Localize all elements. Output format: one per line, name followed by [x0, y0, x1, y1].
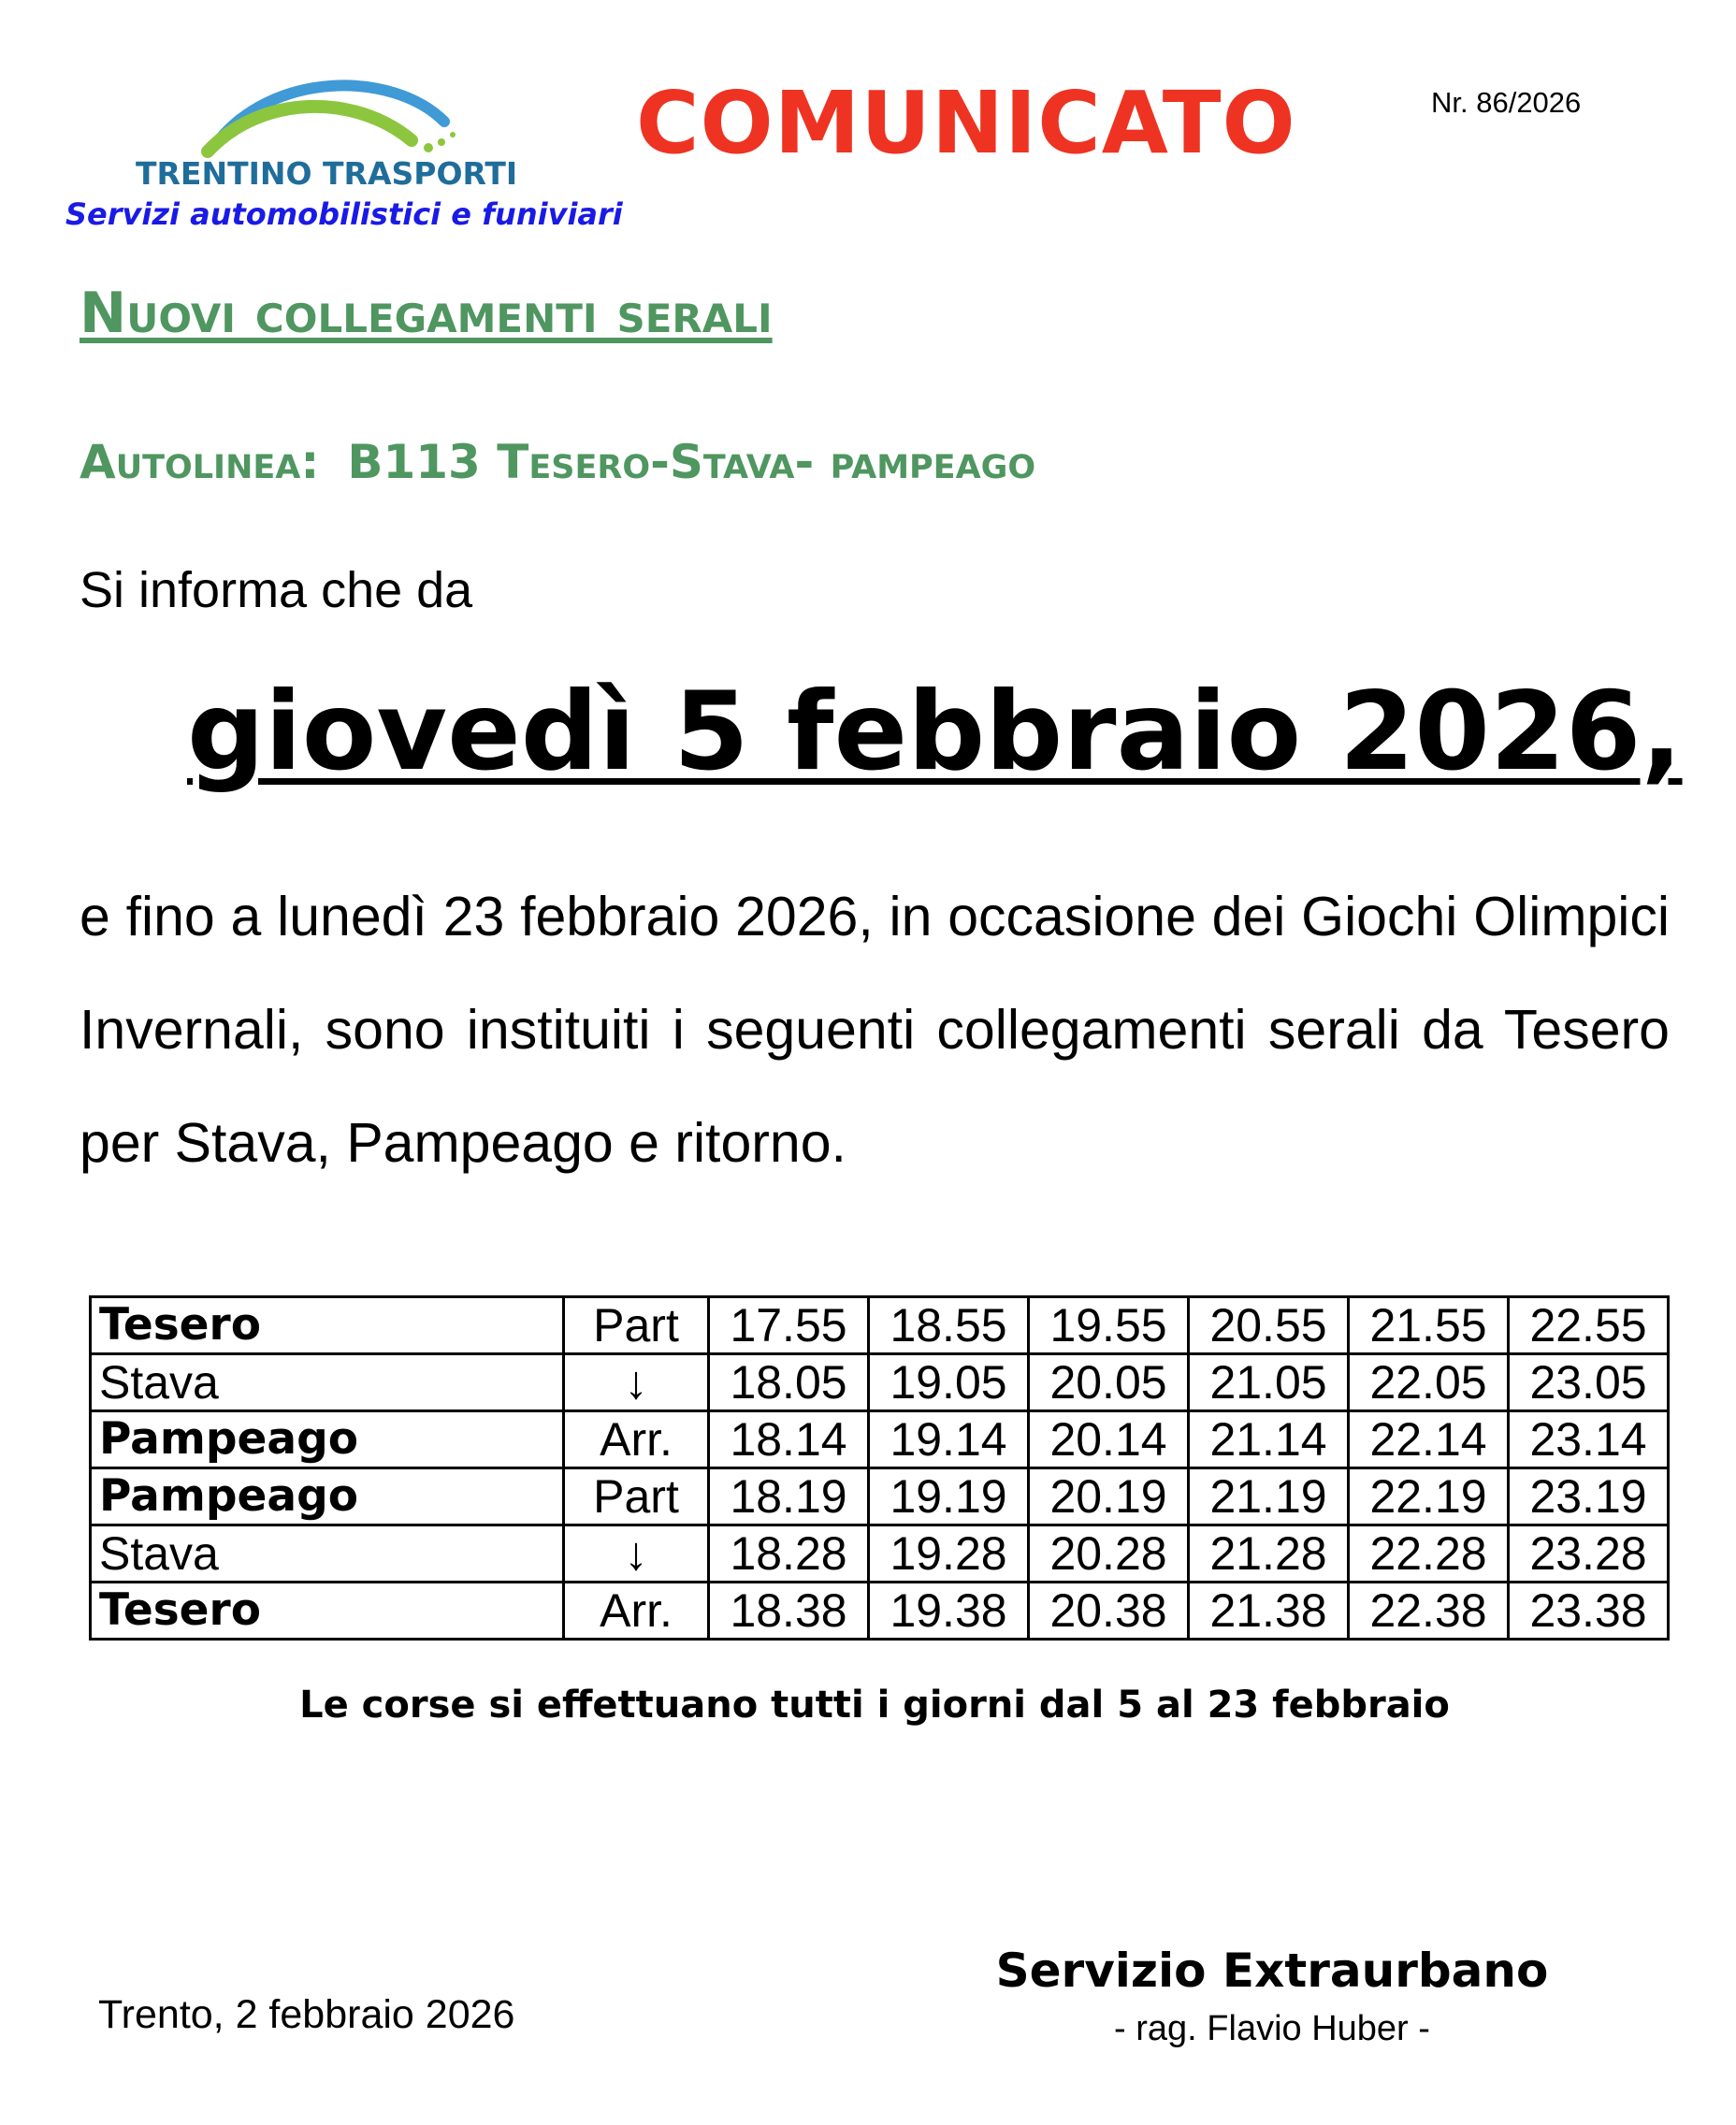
- timetable-time: 22.55: [1509, 1297, 1669, 1354]
- timetable-time: 20.55: [1189, 1297, 1349, 1354]
- timetable-time: 19.05: [869, 1354, 1029, 1411]
- timetable-time: 18.19: [709, 1468, 869, 1525]
- timetable-time: 18.28: [709, 1525, 869, 1583]
- timetable-stop: Stava: [91, 1354, 564, 1411]
- notice-heading: COMUNICATO: [636, 73, 1296, 173]
- logo-tagline: Servizi automobilistici e funiviari: [65, 196, 623, 232]
- timetable-time: 23.28: [1509, 1525, 1669, 1583]
- bus-line-label: Autolinea:: [80, 435, 320, 489]
- signature-block: [935, 1944, 1609, 2049]
- timetable-stop: Tesero: [91, 1583, 564, 1640]
- timetable-time: 22.05: [1349, 1354, 1509, 1411]
- timetable-time: 19.14: [869, 1411, 1029, 1468]
- logo-arc-icon: [196, 65, 477, 159]
- intro-text: Si informa che da: [80, 562, 473, 618]
- timetable-time: 20.19: [1029, 1468, 1189, 1525]
- timetable-stop: Tesero: [91, 1297, 564, 1354]
- bus-line-name: B113 Tesero-Stava- pampeago: [347, 435, 1036, 489]
- timetable-time: 19.19: [869, 1468, 1029, 1525]
- timetable-time: 19.38: [869, 1583, 1029, 1640]
- timetable-direction: Part: [564, 1297, 709, 1354]
- timetable-time: 23.05: [1509, 1354, 1669, 1411]
- company-logo: [65, 65, 627, 243]
- timetable-direction: Arr.: [564, 1411, 709, 1468]
- timetable-direction: Part: [564, 1468, 709, 1525]
- signature-name: - rag. Flavio Huber -: [1114, 2009, 1430, 2048]
- timetable: [89, 1295, 1670, 1641]
- timetable-time: 21.28: [1189, 1525, 1349, 1583]
- timetable-time: 20.28: [1029, 1525, 1189, 1583]
- timetable-time: 22.28: [1349, 1525, 1509, 1583]
- notice-number: Nr. 86/2026: [1431, 86, 1582, 119]
- timetable-note: Le corse si effettuano tutti i giorni dal 5 al 23 febbraio: [299, 1684, 1450, 1727]
- timetable-time: 18.05: [709, 1354, 869, 1411]
- timetable-time: 20.05: [1029, 1354, 1189, 1411]
- timetable-time: 21.38: [1189, 1583, 1349, 1640]
- timetable-time: 22.38: [1349, 1583, 1509, 1640]
- down-arrow-icon: ↓: [564, 1525, 709, 1583]
- timetable-time: 23.38: [1509, 1583, 1669, 1640]
- timetable-time: 18.38: [709, 1583, 869, 1640]
- timetable-time: 22.14: [1349, 1411, 1509, 1468]
- timetable-time: 21.19: [1189, 1468, 1349, 1525]
- timetable-row: [91, 1583, 1669, 1640]
- timetable-time: 22.19: [1349, 1468, 1509, 1525]
- bus-line: [80, 435, 1035, 489]
- timetable-direction: Arr.: [564, 1583, 709, 1640]
- down-arrow-icon: ↓: [564, 1354, 709, 1411]
- timetable-time: 18.55: [869, 1297, 1029, 1354]
- timetable-stop: Pampeago: [91, 1411, 564, 1468]
- timetable-row: [91, 1411, 1669, 1468]
- logo-company-name: TRENTINO TRASPORTI: [136, 155, 518, 192]
- timetable-time: 17.55: [709, 1297, 869, 1354]
- timetable-time: 21.55: [1349, 1297, 1509, 1354]
- timetable-time: 21.14: [1189, 1411, 1349, 1468]
- signature-office: Servizio Extraurbano: [995, 1944, 1549, 1998]
- main-title: Nuovi collegamenti serali: [80, 281, 773, 346]
- timetable-time: 20.38: [1029, 1583, 1189, 1640]
- place-date: Trento, 2 febbraio 2026: [98, 1992, 515, 2037]
- timetable-row: [91, 1468, 1669, 1525]
- timetable-time: 20.14: [1029, 1411, 1189, 1468]
- timetable-time: 21.05: [1189, 1354, 1349, 1411]
- timetable-time: 19.28: [869, 1525, 1029, 1583]
- timetable-time: 23.19: [1509, 1468, 1669, 1525]
- start-date: giovedì 5 febbraio 2026,: [187, 669, 1683, 795]
- timetable-row: [91, 1525, 1669, 1583]
- timetable-row: [91, 1354, 1669, 1411]
- timetable-stop: Stava: [91, 1525, 564, 1583]
- timetable-time: 19.55: [1029, 1297, 1189, 1354]
- body-paragraph: e fino a lunedì 23 febbraio 2026, in occasione dei Giochi Olimpici Invernali, sono instituiti i seguenti collegamenti serali da Tesero per Stava, Pampeago e ritorno.: [80, 886, 1670, 1174]
- timetable-stop: Pampeago: [91, 1468, 564, 1525]
- timetable-time: 23.14: [1509, 1411, 1669, 1468]
- timetable-row: [91, 1297, 1669, 1354]
- timetable-time: 18.14: [709, 1411, 869, 1468]
